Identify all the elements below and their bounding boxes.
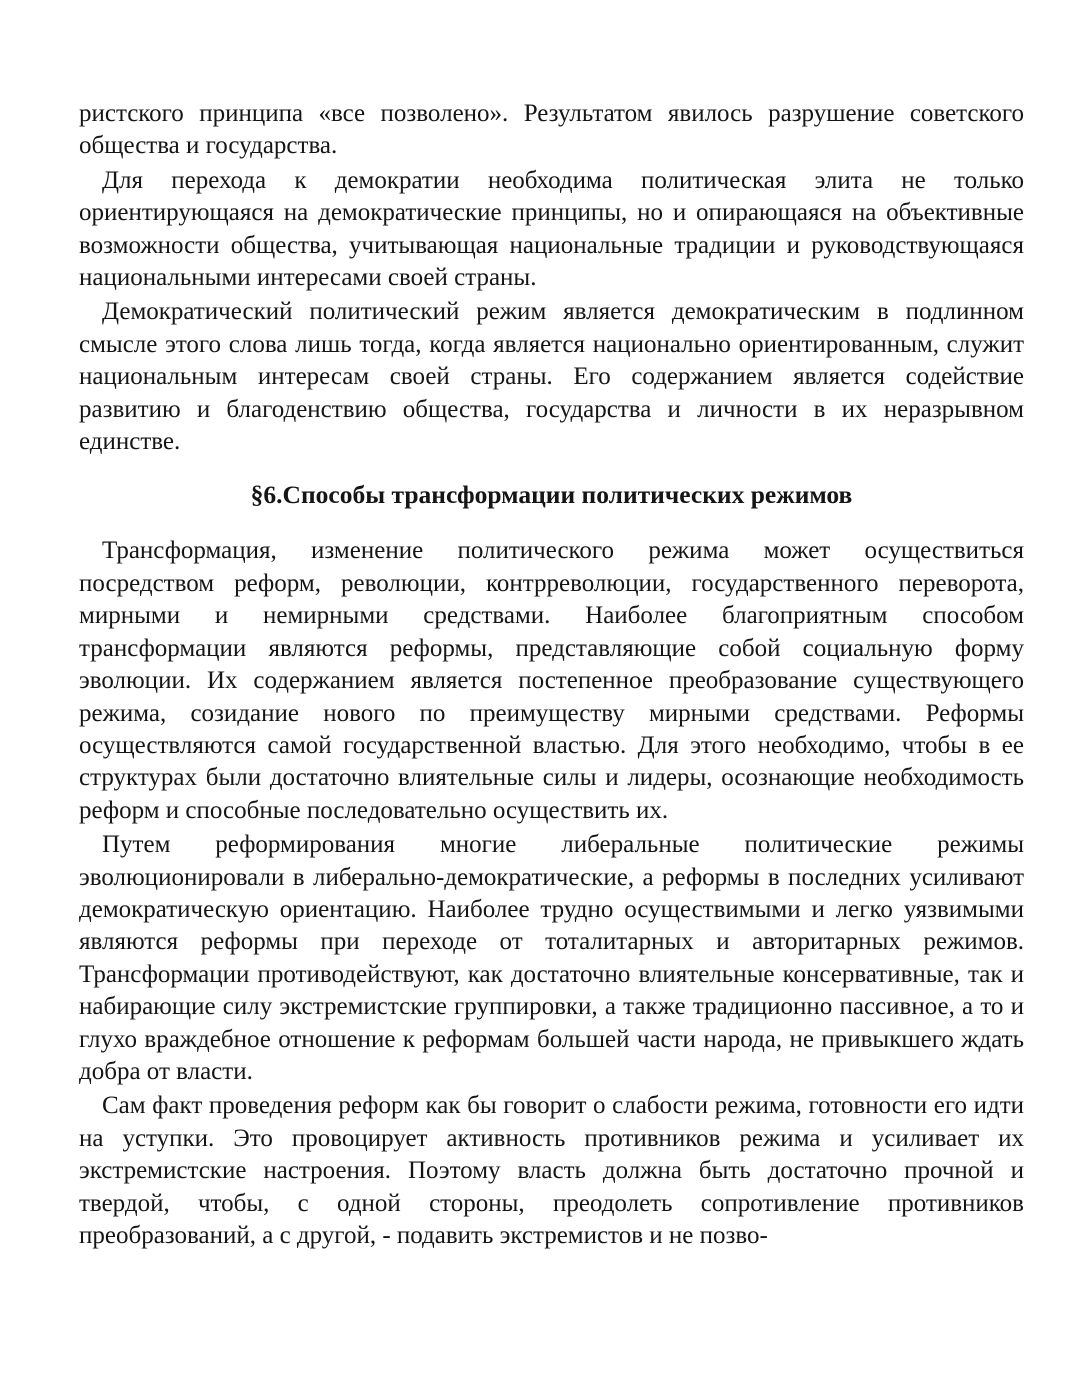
paragraph-continuation: ристского принципа «все позволено». Результатом явилось разрушение советского общества и государства. [79, 100, 1024, 160]
paragraph-reform-weakness: Сам факт проведения реформ как бы говорит о слабости режима, готовности его идти на уступки. Это провоцирует активность противников режима и усиливает их экстремистские настроения. Поэтому власть должна быть достаточно прочной и твердой, чтобы, с одной стороны, преодолеть сопротивление противников преобразований, а с другой, - подавить экстремистов и не позво- [79, 1092, 1024, 1249]
paragraph-political-elite: Для перехода к демократии необходима политическая элита не только ориентирующаяся на демократические принципы, но и опирающаяся на объективные возможности общества, учитывающая национальные традиции и руководствующаяся национальными интересами своей страны. [79, 166, 1024, 292]
paragraph-transformation: Трансформация, изменение политического режима может осуществиться посредством реформ, революции, контрреволюции, государственного переворота, мирными и немирными средствами. Наиболее благоприятным способом трансформации являются реформы, представляющие собой социальную форму эволюции. Их содержанием является постепенное преобразование существующего режима, созидание нового по преимуществу мирными средствами. Реформы осуществляются самой государственной властью. Для этого необходимо, чтобы в ее структурах были достаточно влиятельные силы и лидеры, осознающие необходимость реформ и способные последовательно осуществить их. [79, 537, 1024, 824]
paragraph-reform-path: Путем реформирования многие либеральные политические режимы эволюционировали в либерально-демократические, а реформы в последних усиливают демократическую ориентацию. Наиболее трудно осуществимыми и легко уязвимыми являются реформы при переходе от тоталитарных и авторитарных режимов. Трансформации противодействуют, как достаточно влиятельные консервативные, так и набирающие силу экстремистские группировки, а также традиционно пассивное, а то и глухо враждебное отношение к реформам большей части народа, не привыкшего ждать добра от власти. [79, 831, 1024, 1085]
section-heading: §6.Способы трансформации политических режимов [250, 480, 853, 510]
document-page [79, 98, 1024, 1252]
paragraph-democratic-regime: Демократический политический режим является демократическим в подлинном смысле этого слова лишь тогда, когда является национально ориентированным, служит национальным интересам своей страны. Его содержанием является содействие развитию и благоденствию общества, государства и личности в их неразрывном единстве. [79, 298, 1024, 456]
